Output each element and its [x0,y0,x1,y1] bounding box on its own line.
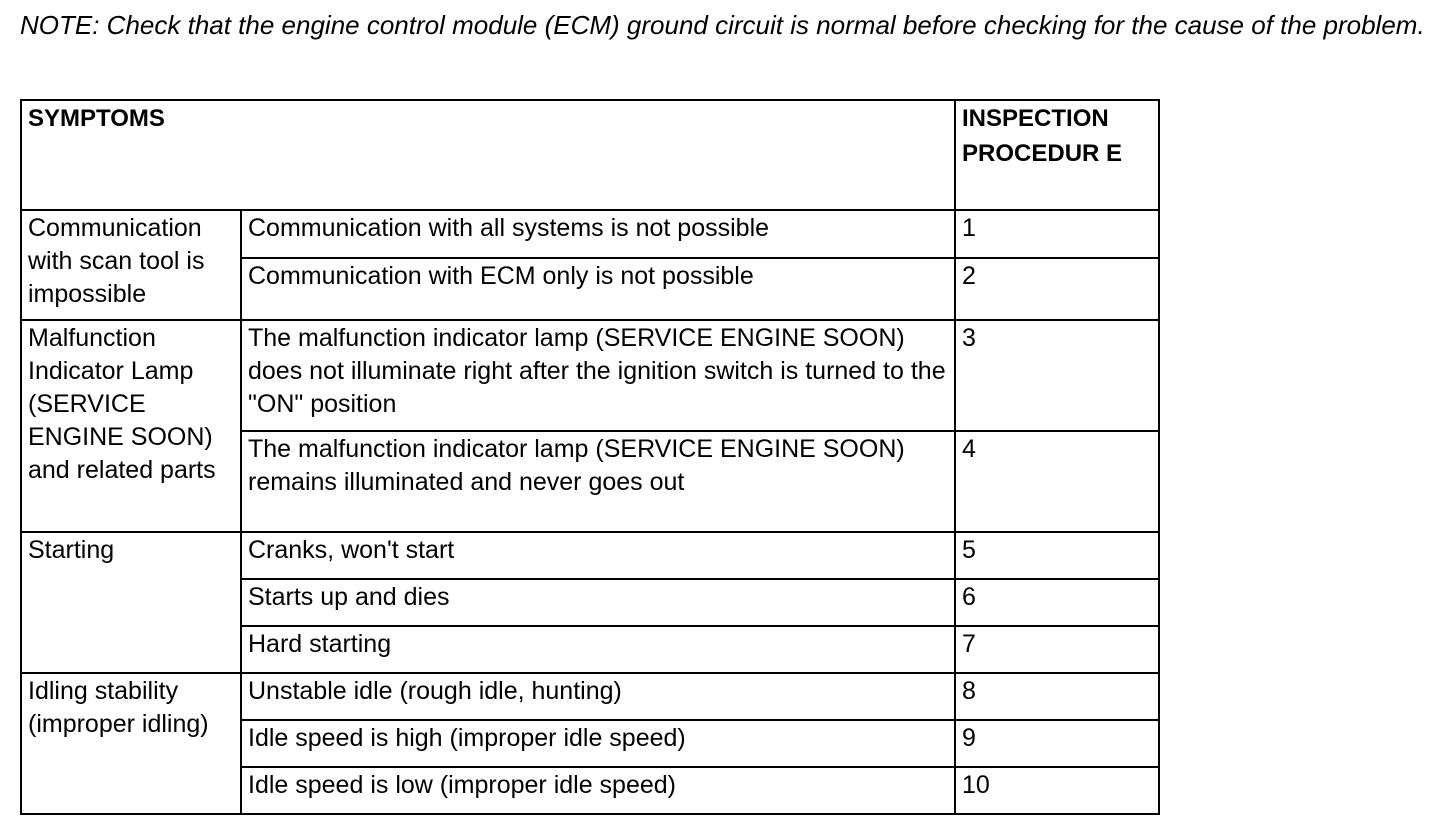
procedure-cell: 6 [955,579,1159,626]
symptom-cell: Communication with all systems is not possible [241,210,955,258]
category-cell: Starting [21,532,241,673]
procedure-cell: 10 [955,767,1159,814]
header-row [21,100,1159,210]
table-row [21,673,1159,720]
symptom-cell: Communication with ECM only is not possible [241,258,955,320]
procedure-cell: 8 [955,673,1159,720]
procedure-cell: 1 [955,210,1159,258]
symptom-cell: Cranks, won't start [241,532,955,579]
category-cell: Communication with scan tool is impossible [21,210,241,320]
table-row [21,320,1159,431]
procedure-cell: 4 [955,431,1159,532]
symptom-cell: Hard starting [241,626,955,673]
note-text: NOTE: Check that the engine control module (ECM) ground circuit is normal before checking for the cause of the problem. [20,10,1425,40]
table-row [21,532,1159,579]
category-cell: Malfunction Indicator Lamp (SERVICE ENGINE SOON) and related parts [21,320,241,532]
procedure-cell: 5 [955,532,1159,579]
symptom-cell: The malfunction indicator lamp (SERVICE ENGINE SOON) does not illuminate right after the ignition switch is turned to the "ON" position [241,320,955,431]
procedure-cell: 2 [955,258,1159,320]
category-cell: Idling stability (improper idling) [21,673,241,814]
symptom-cell: The malfunction indicator lamp (SERVICE ENGINE SOON) remains illuminated and never goes out [241,431,955,532]
symptoms-header: SYMPTOMS [21,100,955,210]
table-row [21,210,1159,258]
procedure-cell: 7 [955,626,1159,673]
symptoms-table [20,99,1160,815]
symptom-cell: Unstable idle (rough idle, hunting) [241,673,955,720]
procedure-cell: 3 [955,320,1159,431]
symptom-cell: Idle speed is high (improper idle speed) [241,720,955,767]
procedure-cell: 9 [955,720,1159,767]
symptom-cell: Idle speed is low (improper idle speed) [241,767,955,814]
symptom-cell: Starts up and dies [241,579,955,626]
procedure-header: INSPECTION PROCEDUR E [955,100,1159,210]
